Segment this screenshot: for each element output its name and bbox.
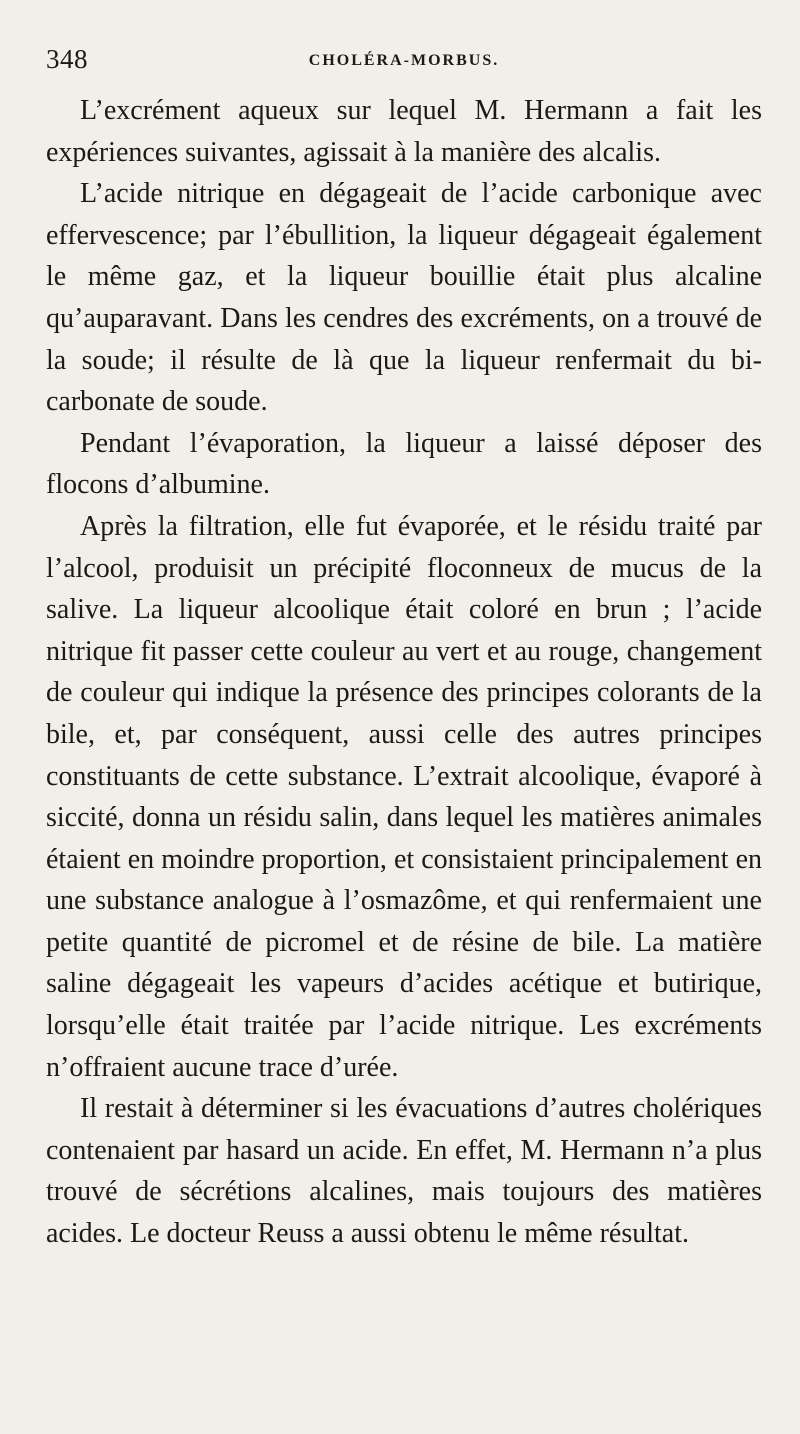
- body-text: [46, 90, 762, 1255]
- paragraph: Pendant l’évaporation, la liqueur a laissé déposer des flocons d’albumine.: [46, 427, 762, 501]
- paragraph: Après la filtration, elle fut évaporée, et le résidu traité par l’alcool, produisit un précipité floconneux de mucus de la salive. La liqueur alcoolique était coloré en brun ; l’acide nitrique fit passer cette couleur au vert et au rouge, changement de couleur qui indique la présence des principes colorants de la bile, et, par conséquent, aussi celle des autres principes constituants de cette substance. L’extrait alcoolique, évaporé à siccité, donna un résidu salin, dans lequel les matières animales étaient en moindre proportion, et consistaient principalement en une substance analogue à l’osmazôme, et qui renfermaient une petite quantité de picromel et de résine de bile. La matière saline dégageait les vapeurs d’acides acétique et butirique, lorsqu’elle était traitée par l’acide nitrique. Les excréments n’offraient aucune trace d’urée.: [46, 510, 762, 1083]
- running-head: CHOLÉRA-MORBUS.: [308, 52, 500, 69]
- paragraph: L’excrément aqueux sur lequel M. Hermann a fait les expériences suivantes, agissait à la manière des alcalis.: [46, 95, 762, 168]
- paragraph: L’acide nitrique en dégageait de l’acide carbonique avec effervescence; par l’ébullition, la liqueur dégageait également le même gaz, et la liqueur bouillie était plus alcaline qu’auparavant. Dans les cendres des excréments, on a trouvé de la soude; il résulte de là que la liqueur renfermait du bi-carbonate de soude.: [46, 178, 762, 418]
- page-number: 348: [46, 44, 88, 74]
- page-header: [46, 44, 762, 76]
- paragraph: Il restait à déterminer si les évacuations d’autres cholériques contenaient par hasard un acide. En effet, M. Hermann n’a plus trouvé de sécrétions alcalines, mais toujours des matières acides. Le docteur Reuss a aussi obtenu le même résultat.: [46, 1093, 762, 1250]
